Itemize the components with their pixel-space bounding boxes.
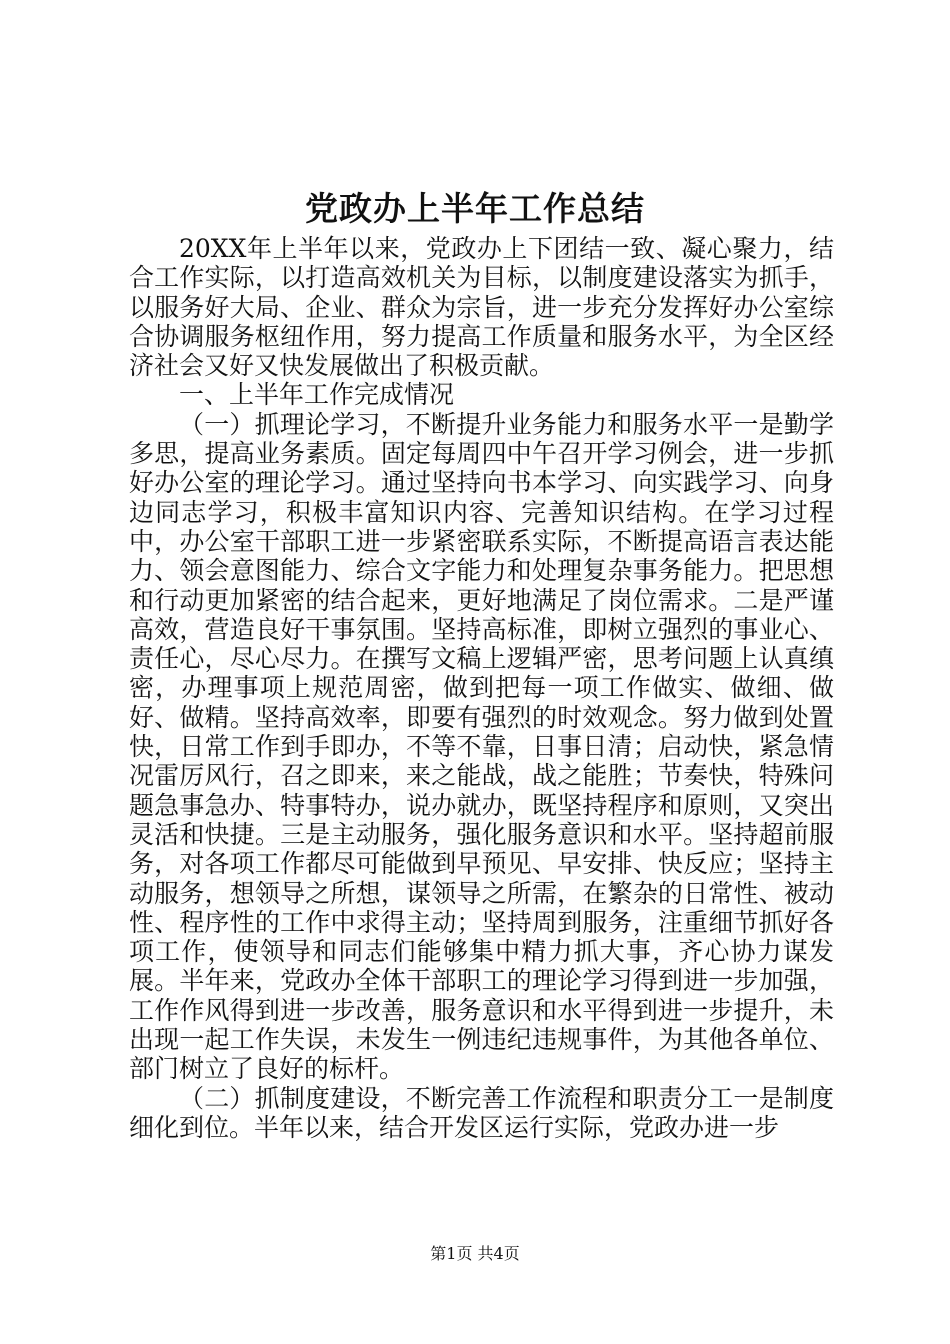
paragraph-section-2: （二）抓制度建设，不断完善工作流程和职责分工一是制度细化到位。半年以来，结合开发区运行实际，党政办进一步 (129, 1083, 834, 1142)
section-heading: 一、上半年工作完成情况 (179, 380, 455, 410)
page-footer: 第1页 共4页 (430, 1244, 520, 1263)
document-title: 党政办上半年工作总结 (305, 189, 645, 228)
paragraph-section-1: （一）抓理论学习，不断提升业务能力和服务水平一是勤学多思，提高业务素质。固定每周四中午召开学习例会，进一步抓好办公室的理论学习。通过坚持向书本学习、向实践学习、向身边同志学习，积极丰富知识内容、完善知识结构。在学习过程中，办公室干部职工进一步紧密联系实际，不断提高语言表达能力、领会意图能力、综合文字能力和处理复杂事务能力。把思想和行动更加紧密的结合起来，更好地满足了岗位需求。二是严谨高效，营造良好干事氛围。坚持高标准，即树立强烈的事业心、责任心，尽心尽力。在撰写文稿上逻辑严密，思考问题上认真缜密，办理事项上规范周密，做到把每一项工作做实、做细、做好、做精。坚持高效率，即要有强烈的时效观念。努力做到处置快，日常工作到手即办，不等不靠，日事日清；启动快，紧急情况雷厉风行，召之即来，来之能战，战之能胜；节奏快，特殊问题急事急办、特事特办，说办就办，既坚持程序和原则，又突出灵活和快捷。三是主动服务，强化服务意识和水平。坚持超前服务，对各项工作都尽可能做到早预见、早安排、快反应；坚持主动服务，想领导之所想，谋领导之所需，在繁杂的日常性、被动性、程序性的工作中求得主动；坚持周到服务，注重细节抓好各项工作，使领导和同志们能够集中精力抓大事，齐心协力谋发展。半年来，党政办全体干部职工的理论学习得到进一步加强，工作作风得到进一步改善，服务意识和水平得到进一步提升，未出现一起工作失误，未发生一例违纪违规事件，为其他各单位、部门树立了良好的标杆。 (129, 409, 834, 1084)
paragraph-intro: 20XX年上半年以来，党政办上下团结一致、凝心聚力，结合工作实际，以打造高效机关为目标，以制度建设落实为抓手，以服务好大局、企业、群众为宗旨，进一步充分发挥好办公室综合协调服务枢纽作用，努力提高工作质量和服务水平，为全区经济社会又好又快发展做出了积极贡献。 (129, 234, 834, 381)
document-body (129, 234, 834, 1142)
